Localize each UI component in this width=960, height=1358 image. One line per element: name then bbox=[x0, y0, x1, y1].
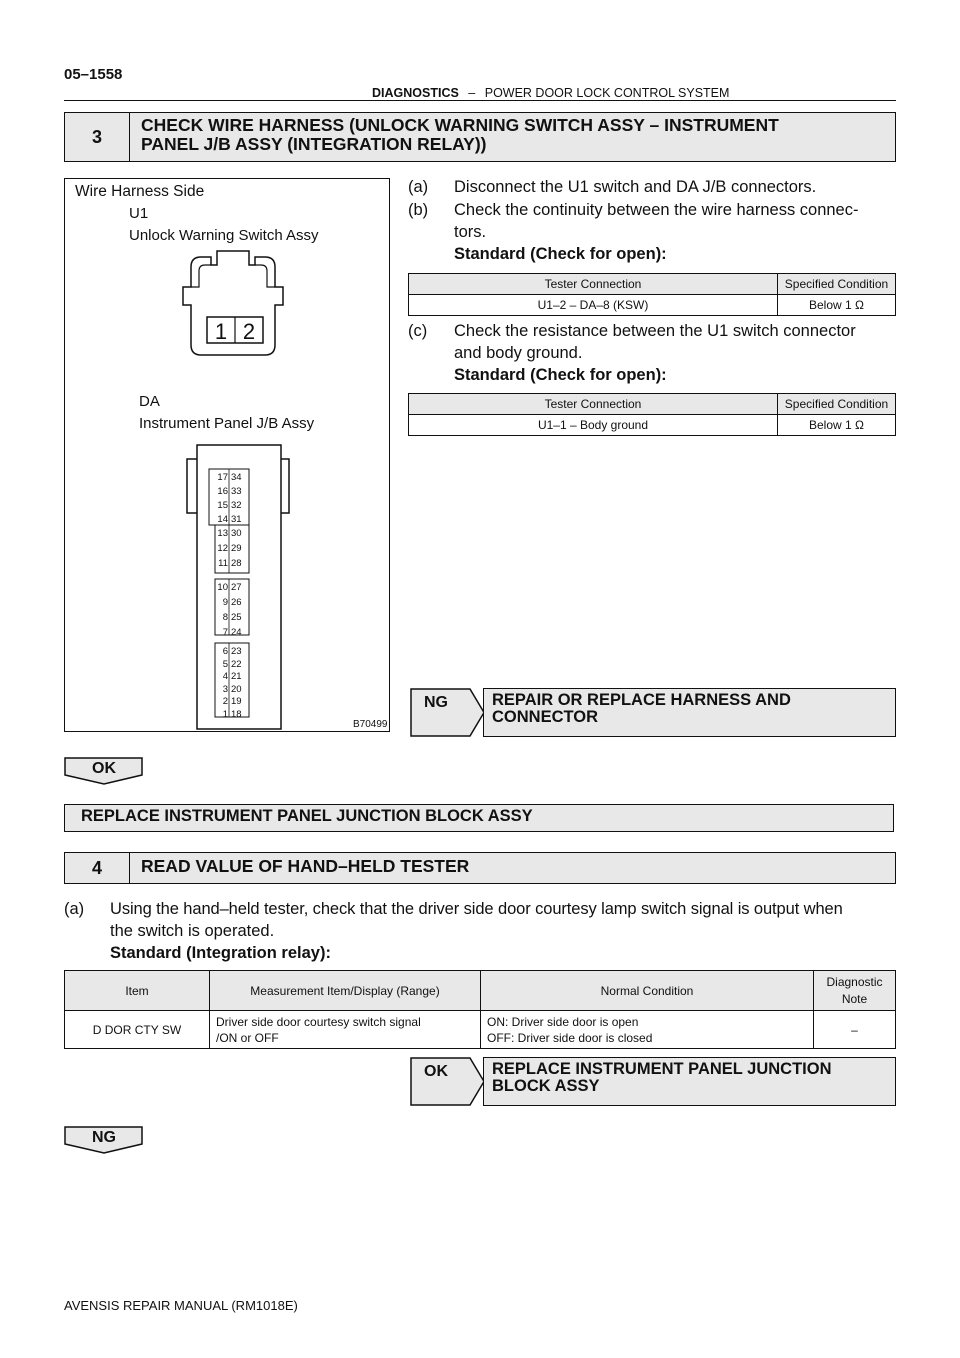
step-3-title bbox=[141, 116, 887, 154]
step-4-instructions bbox=[64, 898, 896, 964]
header-section: DIAGNOSTICS bbox=[372, 86, 459, 100]
table-resistance bbox=[408, 393, 896, 436]
da-pin-label: 11 bbox=[218, 558, 228, 569]
instruction-c bbox=[408, 320, 896, 386]
step-3-number: 3 bbox=[65, 113, 130, 161]
ng-result-line2: CONNECTOR bbox=[492, 708, 599, 726]
instruction-b-text-line1: Check the continuity between the wire harness connec- bbox=[454, 201, 859, 219]
da-pin-label: 18 bbox=[231, 708, 242, 720]
da-pin-label: 15 bbox=[217, 500, 228, 511]
replace-jb-box: REPLACE INSTRUMENT PANEL JUNCTION BLOCK ASSY bbox=[64, 804, 894, 832]
step-3-title-line2: PANEL J/B ASSY (INTEGRATION RELAY)) bbox=[141, 134, 487, 154]
header-dash: – bbox=[468, 86, 476, 100]
da-pin-label: 24 bbox=[231, 627, 242, 638]
table2-cell-connection: U1–1 – Body ground bbox=[409, 415, 778, 436]
da-pin-label: 20 bbox=[231, 683, 242, 695]
ok-result-tag: OK bbox=[424, 1063, 448, 1080]
table2-cell-condition: Below 1 Ω bbox=[778, 415, 896, 436]
da-pin-label: 26 bbox=[231, 597, 242, 608]
da-pin-label: 2 bbox=[222, 696, 228, 707]
ng-arrow-tag-shape bbox=[410, 688, 486, 737]
instruction-a-text: Disconnect the U1 switch and DA J/B connectors. bbox=[454, 178, 817, 196]
table1-header-connection: Tester Connection bbox=[409, 274, 778, 295]
table3-cell-item: D DOR CTY SW bbox=[65, 1011, 210, 1049]
page-number: 05–1558 bbox=[64, 66, 123, 83]
table-continuity bbox=[408, 273, 896, 316]
page-header bbox=[372, 86, 729, 100]
da-pin-label: 8 bbox=[222, 612, 228, 623]
ng-result-line1: REPAIR OR REPLACE HARNESS AND bbox=[492, 691, 791, 709]
da-pin-label: 16 bbox=[217, 486, 228, 497]
u1-code: U1 bbox=[129, 205, 149, 222]
table1-cell-condition: Below 1 Ω bbox=[778, 295, 896, 316]
ng-tag: NG bbox=[424, 694, 448, 711]
step4-a-label: (a) bbox=[64, 900, 85, 918]
table3-measurement-line2: /ON or OFF bbox=[216, 1030, 279, 1045]
table2-header-condition: Specified Condition bbox=[778, 394, 896, 415]
table3-header-normal: Normal Condition bbox=[481, 971, 814, 1011]
table3-header-item: Item bbox=[65, 971, 210, 1011]
ok-tag: OK bbox=[92, 760, 116, 777]
step4-a-line1: Using the hand–held tester, check that the driver side door courtesy lamp switch signal is output when bbox=[110, 900, 843, 918]
table3-header-note: Diagnostic Note bbox=[814, 971, 896, 1011]
da-pin-label: 12 bbox=[217, 543, 228, 554]
figure-heading: Wire Harness Side bbox=[75, 183, 205, 200]
da-pin-label: 1 bbox=[222, 708, 228, 720]
footer-manual-id: AVENSIS REPAIR MANUAL (RM1018E) bbox=[64, 1298, 298, 1313]
u1-name: Unlock Warning Switch Assy bbox=[129, 227, 319, 244]
table3-normal-line2: OFF: Driver side door is closed bbox=[487, 1030, 653, 1045]
ng-result-box bbox=[483, 688, 896, 737]
da-pin-label: 7 bbox=[222, 627, 228, 638]
instruction-a-label: (a) bbox=[408, 178, 429, 196]
da-pin-label: 10 bbox=[217, 582, 228, 593]
da-pin-label: 14 bbox=[217, 514, 228, 525]
step-4-number: 4 bbox=[65, 853, 130, 883]
instruction-c-text-line2: and body ground. bbox=[454, 344, 583, 362]
ng-result-row bbox=[410, 688, 896, 737]
instruction-b-label: (b) bbox=[408, 201, 429, 219]
step4-a-line2: the switch is operated. bbox=[110, 922, 275, 940]
instruction-b-text-line2: tors. bbox=[454, 223, 487, 241]
da-pin-label: 29 bbox=[231, 543, 242, 554]
da-pin-label: 34 bbox=[231, 472, 242, 483]
da-pin-label: 30 bbox=[231, 528, 242, 539]
step4-standard: Standard (Integration relay): bbox=[110, 944, 331, 962]
step-3-box bbox=[64, 112, 896, 162]
ng-tag-bottom: NG bbox=[92, 1129, 116, 1146]
table3-cell-note: – bbox=[814, 1011, 896, 1049]
da-code: DA bbox=[139, 393, 160, 410]
header-rule bbox=[64, 100, 896, 101]
da-pin-label: 33 bbox=[231, 486, 242, 497]
da-pin-label: 5 bbox=[222, 658, 228, 670]
da-pin-label: 6 bbox=[222, 646, 228, 657]
da-pin-label: 32 bbox=[231, 500, 242, 511]
instruction-c-text-line1: Check the resistance between the U1 switch connector bbox=[454, 322, 856, 340]
ok-result-line1: REPLACE INSTRUMENT PANEL JUNCTION bbox=[492, 1060, 832, 1078]
step-3-instructions bbox=[408, 176, 896, 265]
instruction-c-standard: Standard (Check for open): bbox=[454, 366, 667, 384]
ok-result-row bbox=[410, 1057, 896, 1106]
table2-header-connection: Tester Connection bbox=[409, 394, 778, 415]
da-pin-label: 17 bbox=[217, 472, 228, 483]
da-pin-label: 27 bbox=[231, 582, 242, 593]
table3-measurement-line1: Driver side door courtesy switch signal bbox=[216, 1014, 421, 1029]
table3-cell-normal bbox=[481, 1011, 814, 1049]
da-pin-label: 23 bbox=[231, 646, 242, 657]
da-pin-label: 22 bbox=[231, 658, 242, 670]
da-pin-label: 21 bbox=[231, 671, 242, 682]
ok-arrow-tag-shape bbox=[410, 1057, 486, 1106]
da-pin-label: 4 bbox=[222, 671, 228, 682]
da-pin-label: 9 bbox=[222, 597, 228, 608]
table3-cell-measurement bbox=[210, 1011, 481, 1049]
da-pin-label: 13 bbox=[217, 528, 228, 539]
u1-pin-2: 2 bbox=[242, 319, 256, 344]
connector-figure bbox=[64, 178, 390, 732]
ok-result-box bbox=[483, 1057, 896, 1106]
step-4-box bbox=[64, 852, 896, 884]
step-4-title: READ VALUE OF HAND–HELD TESTER bbox=[141, 856, 470, 876]
figure-id: B70499 bbox=[353, 719, 388, 730]
table1-header-condition: Specified Condition bbox=[778, 274, 896, 295]
header-subsection: POWER DOOR LOCK CONTROL SYSTEM bbox=[484, 86, 730, 100]
da-name: Instrument Panel J/B Assy bbox=[139, 415, 315, 432]
instruction-c-label: (c) bbox=[408, 322, 428, 340]
da-pin-label: 19 bbox=[231, 696, 242, 707]
da-pin-label: 25 bbox=[231, 612, 242, 623]
step-3-title-line1: CHECK WIRE HARNESS (UNLOCK WARNING SWITCH ASSY – INSTRUMENT bbox=[141, 115, 779, 135]
table-tester-items bbox=[64, 970, 896, 1049]
table3-header-measurement: Measurement Item/Display (Range) bbox=[210, 971, 481, 1011]
da-pin-label: 3 bbox=[222, 683, 228, 695]
ok-result-line2: BLOCK ASSY bbox=[492, 1077, 600, 1095]
da-pin-label: 28 bbox=[231, 558, 242, 569]
u1-pin-1: 1 bbox=[214, 319, 228, 344]
table3-normal-line1: ON: Driver side door is open bbox=[487, 1014, 639, 1029]
da-pin-label: 31 bbox=[231, 514, 242, 525]
instruction-b-standard: Standard (Check for open): bbox=[454, 245, 667, 263]
table1-cell-connection: U1–2 – DA–8 (KSW) bbox=[409, 295, 778, 316]
